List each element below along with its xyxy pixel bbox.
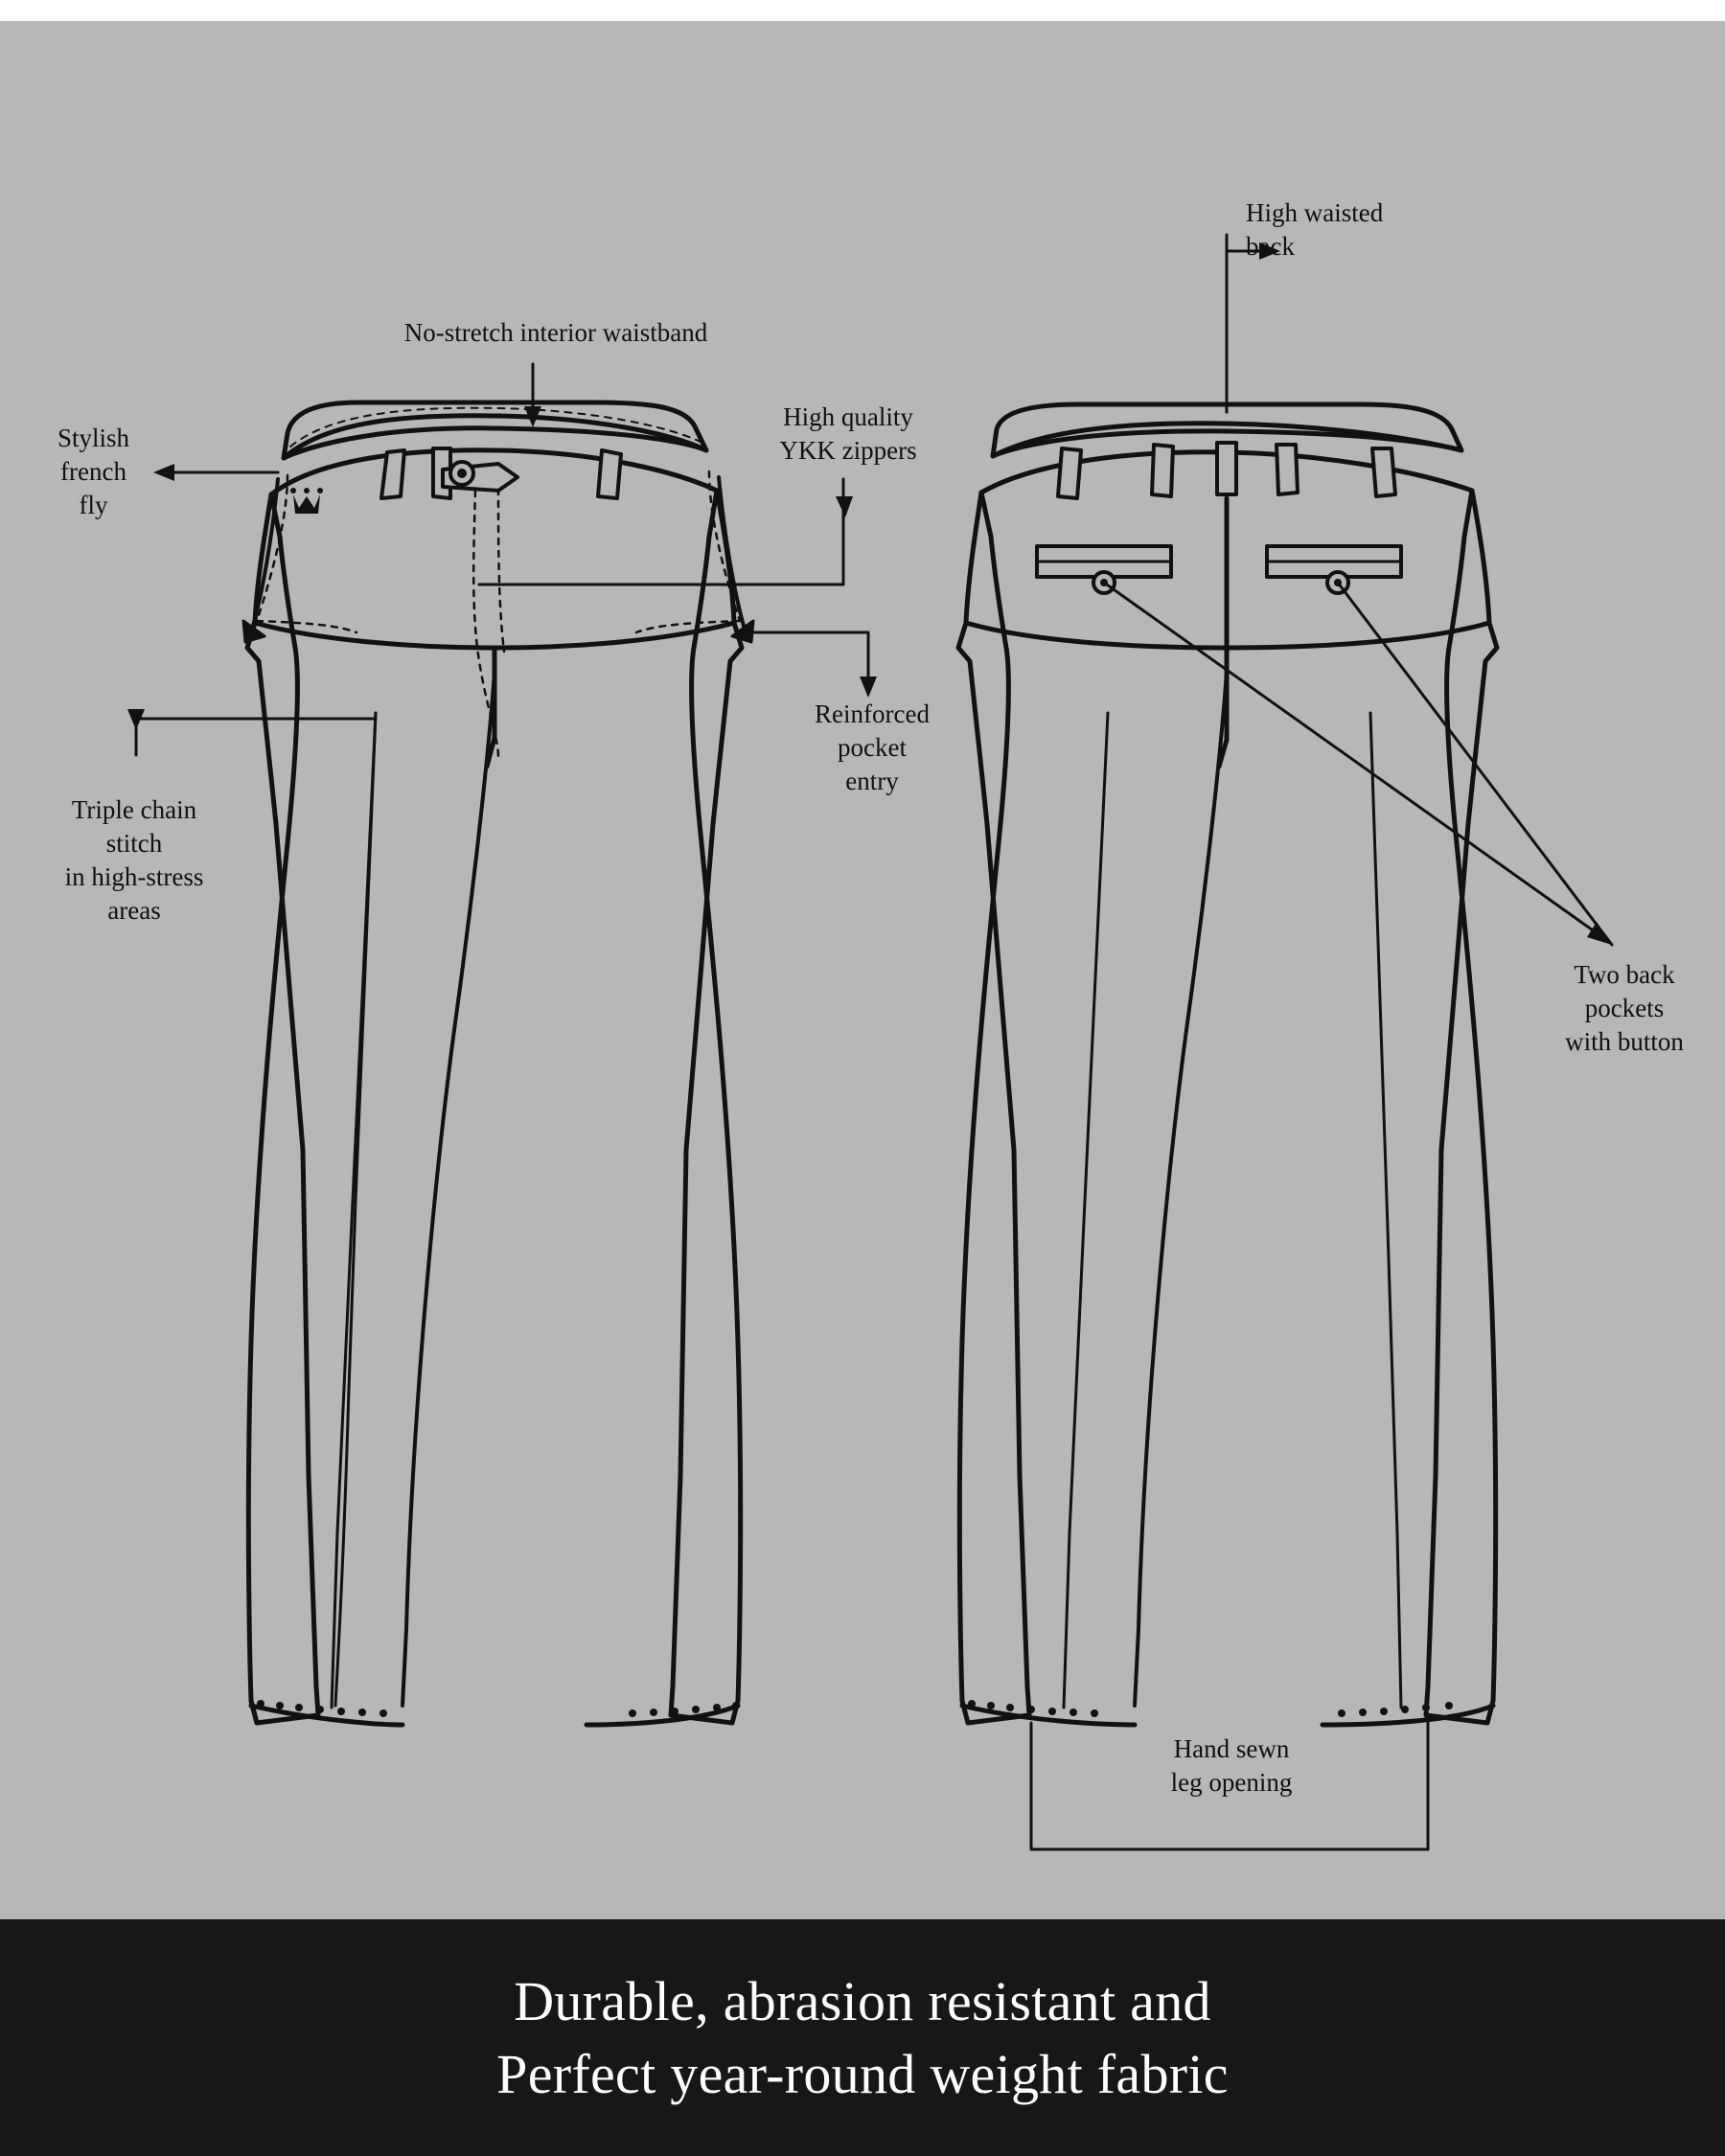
callout-ykk-zippers: High quality YKK zippers [779,402,917,465]
back-view-art [958,404,1497,1725]
footer-line-1: Durable, abrasion resistant and [514,1969,1211,2032]
front-view-art [243,402,753,1725]
callout-reinforced-pocket-entry: Reinforced pocket entry [815,700,930,795]
footer-line-2: Perfect year-round weight fabric [496,2042,1229,2105]
callout-stylish-french-fly: Stylish french fly [57,424,130,519]
back-pocket-left [1037,546,1171,593]
callout-high-waisted-back: High waisted back [1246,198,1384,261]
crown-logo [290,488,323,514]
footer-banner [0,1919,1725,2156]
callout-two-back-pockets: Two back pockets with button [1565,960,1684,1056]
back-pocket-right [1267,546,1401,593]
callout-hand-sewn-leg-opening: Hand sewn leg opening [1170,1734,1293,1797]
callout-triple-chain-stitch: Triple chain stitch in high-stress areas [64,795,204,925]
callout-no-stretch-waistband: No-stretch interior waistband [403,318,708,347]
